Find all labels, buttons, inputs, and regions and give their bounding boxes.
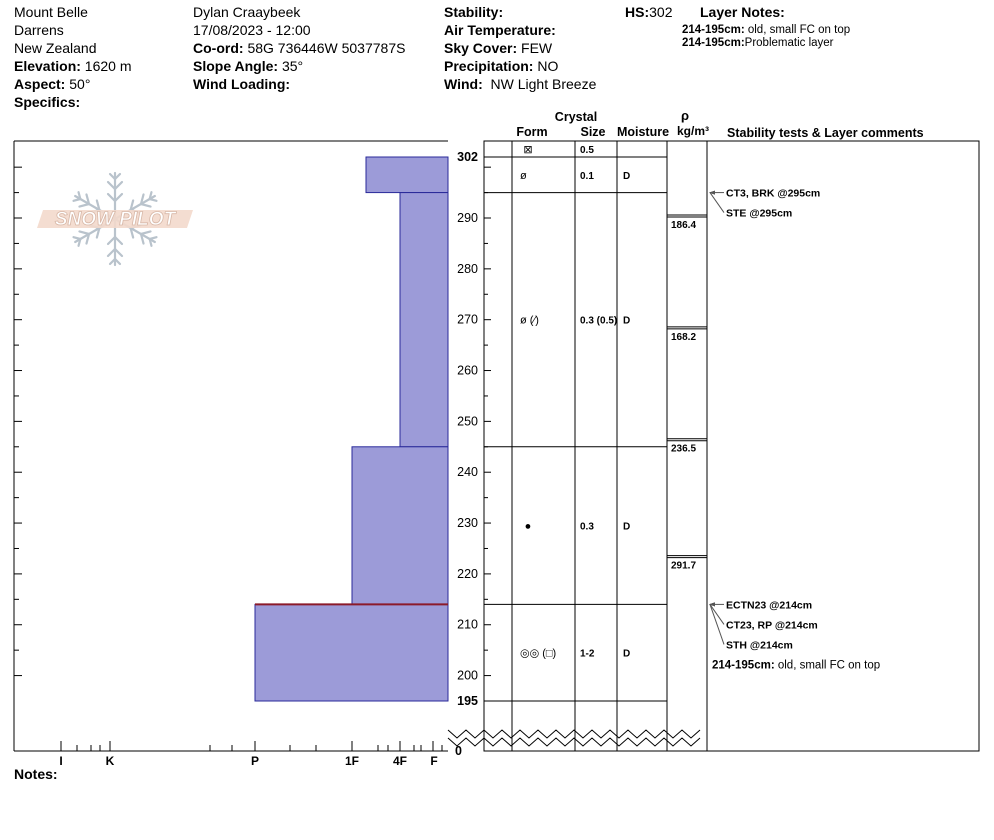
stability-test: STH @214cm	[726, 639, 793, 652]
size-value: 0.3	[580, 521, 594, 533]
height-label: 250	[457, 414, 478, 429]
height-label: 220	[457, 566, 478, 581]
size-value: 0.3 (0.5)	[580, 315, 618, 327]
wind-loading-label: Wind Loading:	[193, 76, 291, 92]
size-header: Size	[580, 125, 606, 139]
moisture-value: D	[623, 170, 631, 182]
height-label: 200	[457, 668, 478, 683]
density-value: 168.2	[671, 331, 697, 343]
layer-comment-range: 214-195cm:	[712, 659, 775, 672]
slope-value: 35°	[281, 58, 304, 74]
stability-test: CT3, BRK @295cm	[726, 187, 821, 200]
height-label-bottom: 195	[457, 694, 478, 708]
hardness-label: P	[250, 754, 260, 768]
crystal-header: Crystal	[554, 110, 598, 124]
test-leader-line	[710, 193, 724, 213]
stability-label: Stability:	[444, 4, 504, 20]
hardness-bar	[400, 193, 448, 447]
sky-cover-value: FEW	[521, 40, 553, 56]
elevation-label: Elevation:	[14, 58, 81, 74]
aspect-value: 50°	[69, 76, 91, 92]
hardness-axis-ticks	[59, 741, 442, 768]
size-value: 1-2	[580, 648, 595, 660]
wind-label: Wind:	[444, 76, 483, 92]
precip-label: Precipitation:	[444, 58, 534, 74]
height-label-top: 302	[457, 150, 478, 164]
aspect-label: Aspect:	[14, 76, 66, 92]
density-value: 291.7	[671, 560, 697, 572]
hardness-bars	[255, 157, 448, 701]
stability-tests	[709, 188, 880, 672]
size-value: 0.5	[580, 145, 594, 156]
moisture-header: Moisture	[616, 125, 670, 139]
layer-note-text: Problematic layer	[744, 37, 834, 49]
stability-test: CT23, RP @214cm	[726, 619, 818, 632]
wind-value: NW Light Breeze	[490, 76, 597, 92]
layer-comment	[712, 659, 880, 671]
snowpilot-logo	[37, 173, 193, 265]
layer-note-range: 214-195cm:	[682, 37, 745, 49]
axis-break-zigzag	[448, 730, 700, 738]
coord-value: 58G 736446W 5037787S	[247, 40, 406, 56]
observer-name: Dylan Craaybeek	[193, 4, 301, 20]
height-label: 290	[457, 211, 478, 226]
hardness-bar	[352, 447, 448, 605]
region-name: Darrens	[14, 22, 64, 38]
hardness-bar	[255, 604, 448, 701]
height-label: 240	[457, 465, 478, 480]
density-unit-header: kg/m³	[676, 124, 710, 138]
density-column	[667, 215, 707, 572]
country-name: New Zealand	[14, 40, 97, 56]
moisture-value: D	[623, 648, 631, 660]
test-arrow	[709, 191, 715, 195]
form-symbol: ◎◎ (□)	[520, 647, 557, 660]
axis-break-zigzag	[448, 738, 700, 746]
test-leader-line	[710, 604, 724, 624]
form-symbol: ⊠	[523, 144, 533, 156]
height-label: 260	[457, 363, 478, 378]
height-label: 280	[457, 261, 478, 276]
test-leader-line	[710, 604, 724, 644]
height-label: 270	[457, 312, 478, 327]
form-symbol: ●	[524, 520, 532, 533]
layer-notes-title: Layer Notes:	[700, 4, 785, 20]
hardness-label: K	[105, 754, 115, 768]
precip-value: NO	[537, 58, 559, 74]
air-temp-label: Air Temperature:	[444, 22, 556, 38]
height-label-zero: 0	[455, 744, 462, 758]
density-value: 236.5	[671, 443, 697, 455]
hs-label: HS:	[625, 4, 650, 20]
size-value: 0.1	[580, 170, 594, 182]
logo-text: SNOW PILOT	[54, 209, 176, 230]
location-name: Mount Belle	[14, 4, 88, 20]
height-label: 210	[457, 617, 478, 632]
hardness-label: 1F	[344, 754, 360, 768]
height-ticks-left	[14, 167, 22, 675]
layer-note-range: 214-195cm:	[682, 24, 745, 36]
height-label: 230	[457, 516, 478, 531]
height-axis	[455, 150, 491, 758]
specifics-label: Specifics:	[14, 94, 81, 110]
form-symbol: ø	[520, 169, 527, 182]
test-arrow	[709, 602, 715, 606]
hardness-label: F	[430, 754, 438, 768]
form-symbol: ø (⁄)	[520, 314, 539, 327]
form-header: Form	[516, 125, 548, 139]
stability-header: Stability tests & Layer comments	[727, 126, 924, 140]
observation-datetime: 17/08/2023 - 12:00	[193, 22, 311, 38]
coord-label: Co-ord:	[193, 40, 244, 56]
stability-test: ECTN23 @214cm	[726, 599, 813, 612]
stability-test: STE @295cm	[726, 207, 793, 220]
hs-value: 302	[649, 4, 673, 20]
slope-label: Slope Angle:	[193, 58, 279, 74]
notes-label: Notes:	[14, 766, 58, 782]
sky-cover-label: Sky Cover:	[444, 40, 518, 56]
hardness-label: 4F	[392, 754, 408, 768]
density-rho-header: ρ	[680, 108, 690, 123]
hardness-label: I	[59, 754, 63, 768]
moisture-value: D	[623, 315, 631, 327]
moisture-value: D	[623, 521, 631, 533]
elevation-value: 1620 m	[84, 58, 132, 74]
layer-comment-text: old, small FC on top	[774, 659, 881, 672]
hardness-bar	[366, 157, 448, 193]
density-value: 186.4	[671, 220, 697, 232]
layer-note-text: old, small FC on top	[747, 24, 851, 36]
